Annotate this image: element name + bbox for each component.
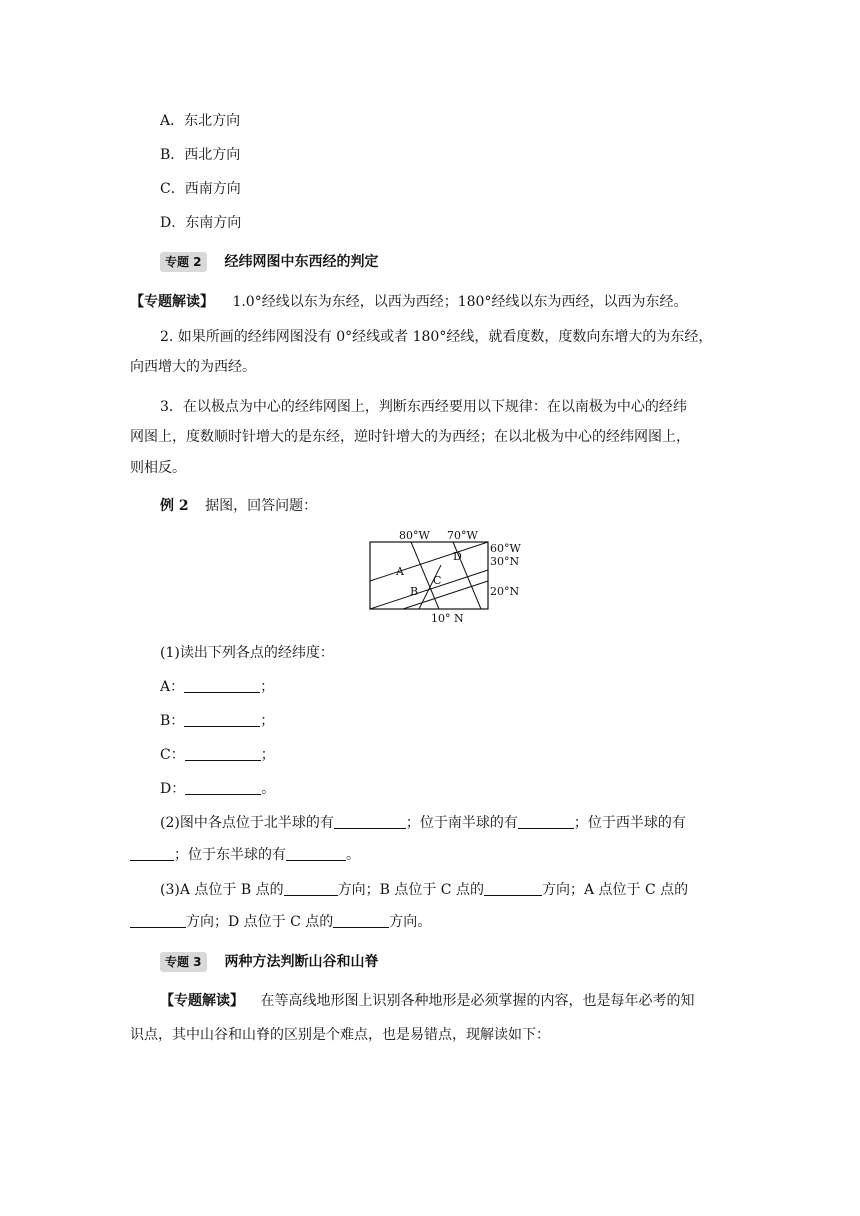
answer-row-d xyxy=(160,779,275,799)
topic2-badge: 专题 2 xyxy=(160,252,207,272)
point-c: C xyxy=(433,574,442,587)
topic2-p2-line1: 2. 如果所画的经纬网图没有 0°经线或者 180°经线，就看度数，度数向东增大的为东经， xyxy=(160,329,713,345)
q3-part-a: (3)A 点位于 B 点的 xyxy=(160,882,284,898)
topic2-title: 经纬网图中东西经的判定 xyxy=(224,254,379,270)
answer-d-label: D： xyxy=(160,781,186,797)
point-a: A xyxy=(396,565,404,578)
topic2-p3-line1: 3．在以极点为中心的经纬网图上，判断东西经要用以下规律：在以南极为中心的经纬 xyxy=(160,399,687,415)
q2-part-b: ；位于南半球的有 xyxy=(405,815,518,831)
question-2-line1 xyxy=(160,813,686,833)
label-70w: 70°W xyxy=(447,529,478,542)
answer-d-blank[interactable] xyxy=(185,780,261,795)
q3-part-d: 方向；D 点位于 C 点的 xyxy=(186,914,334,930)
answer-b-label: B： xyxy=(160,713,185,729)
example2-prompt: 据图，回答问题： xyxy=(205,498,318,514)
option-a: A．东北方向 xyxy=(160,113,241,129)
option-b: B．西北方向 xyxy=(160,147,241,163)
answer-a-punct: ； xyxy=(260,679,275,695)
q3-blank-4[interactable] xyxy=(333,913,389,928)
q3-blank-1[interactable] xyxy=(284,881,338,896)
q3-part-c: 方向；A 点位于 C 点的 xyxy=(541,882,689,898)
answer-c-blank[interactable] xyxy=(185,746,261,761)
lat-line-30n xyxy=(370,542,488,581)
topic3-p1-text: 在等高线地形图上识别各种地形是必须掌握的内容，也是每年必考的知 xyxy=(260,993,695,1009)
q2-blank-south[interactable] xyxy=(518,814,574,829)
q2-period: 。 xyxy=(346,847,360,863)
topic2-p3-line2: 网图上，度数顺时针增大的是东经，逆时针增大的为西经；在以北极为中心的经纬网图上， xyxy=(130,429,690,445)
q3-part-b: 方向；B 点位于 C 点的 xyxy=(337,882,484,898)
topic2-p3-line3: 则相反。 xyxy=(130,460,186,476)
topic2-p1 xyxy=(130,292,687,312)
label-60w: 60°W xyxy=(490,542,521,555)
answer-a-blank[interactable] xyxy=(184,678,260,693)
answer-c-punct: ； xyxy=(260,747,275,763)
topic3-p1-line2: 识点，其中山谷和山脊的区别是个难点，也是易错点，现解读如下： xyxy=(130,1027,550,1043)
label-20n: 20°N xyxy=(490,585,520,598)
topic3-header xyxy=(160,952,379,972)
example2-label: 例 2 xyxy=(160,498,189,514)
label-10n: 10° N xyxy=(431,612,464,625)
option-c: C．西南方向 xyxy=(160,181,241,197)
topic2-header xyxy=(160,252,379,272)
label-30n: 30°N xyxy=(490,555,520,568)
q2-blank-east[interactable] xyxy=(286,846,346,861)
answer-a-label: A： xyxy=(160,679,185,695)
topic3-badge: 专题 3 xyxy=(160,952,207,972)
question-3-line1 xyxy=(160,880,688,900)
question-2-line2 xyxy=(130,845,360,865)
q3-part-e: 方向。 xyxy=(389,914,432,930)
q3-blank-2[interactable] xyxy=(484,881,542,896)
question-1: (1)读出下列各点的经纬度： xyxy=(160,645,334,661)
answer-c-label: C： xyxy=(160,747,185,763)
lat-long-grid-diagram xyxy=(355,525,535,630)
answer-row-c xyxy=(160,745,275,765)
topic3-title: 两种方法判断山谷和山脊 xyxy=(224,954,379,970)
topic3-lead: 【专题解读】 xyxy=(160,993,244,1009)
question-3-line2 xyxy=(130,912,431,932)
label-80w: 80°W xyxy=(399,529,430,542)
answer-d-punct: 。 xyxy=(261,781,276,797)
q2-blank-north[interactable] xyxy=(334,814,406,829)
point-b: B xyxy=(410,585,419,598)
topic2-lead: 【专题解读】 xyxy=(130,294,214,310)
answer-b-blank[interactable] xyxy=(184,712,260,727)
q2-part-c: ；位于西半球的有 xyxy=(573,815,686,831)
answer-b-punct: ； xyxy=(260,713,275,729)
answer-row-a xyxy=(160,677,274,697)
q2-part-a: (2)图中各点位于北半球的有 xyxy=(160,815,334,831)
topic2-p2-line2: 向西增大的为西经。 xyxy=(130,359,256,375)
point-d: D xyxy=(453,550,462,563)
q2-blank-west[interactable] xyxy=(130,846,174,861)
topic3-p1-line1 xyxy=(160,991,694,1011)
q2-part-d: ；位于东半球的有 xyxy=(174,847,286,863)
answer-row-b xyxy=(160,711,274,731)
q3-blank-3[interactable] xyxy=(130,913,186,928)
example2-intro xyxy=(160,496,317,516)
option-d: D．东南方向 xyxy=(160,215,242,231)
topic2-p1-text: 1.0°经线以东为东经，以西为西经；180°经线以东为西经，以西为东经。 xyxy=(232,294,688,310)
